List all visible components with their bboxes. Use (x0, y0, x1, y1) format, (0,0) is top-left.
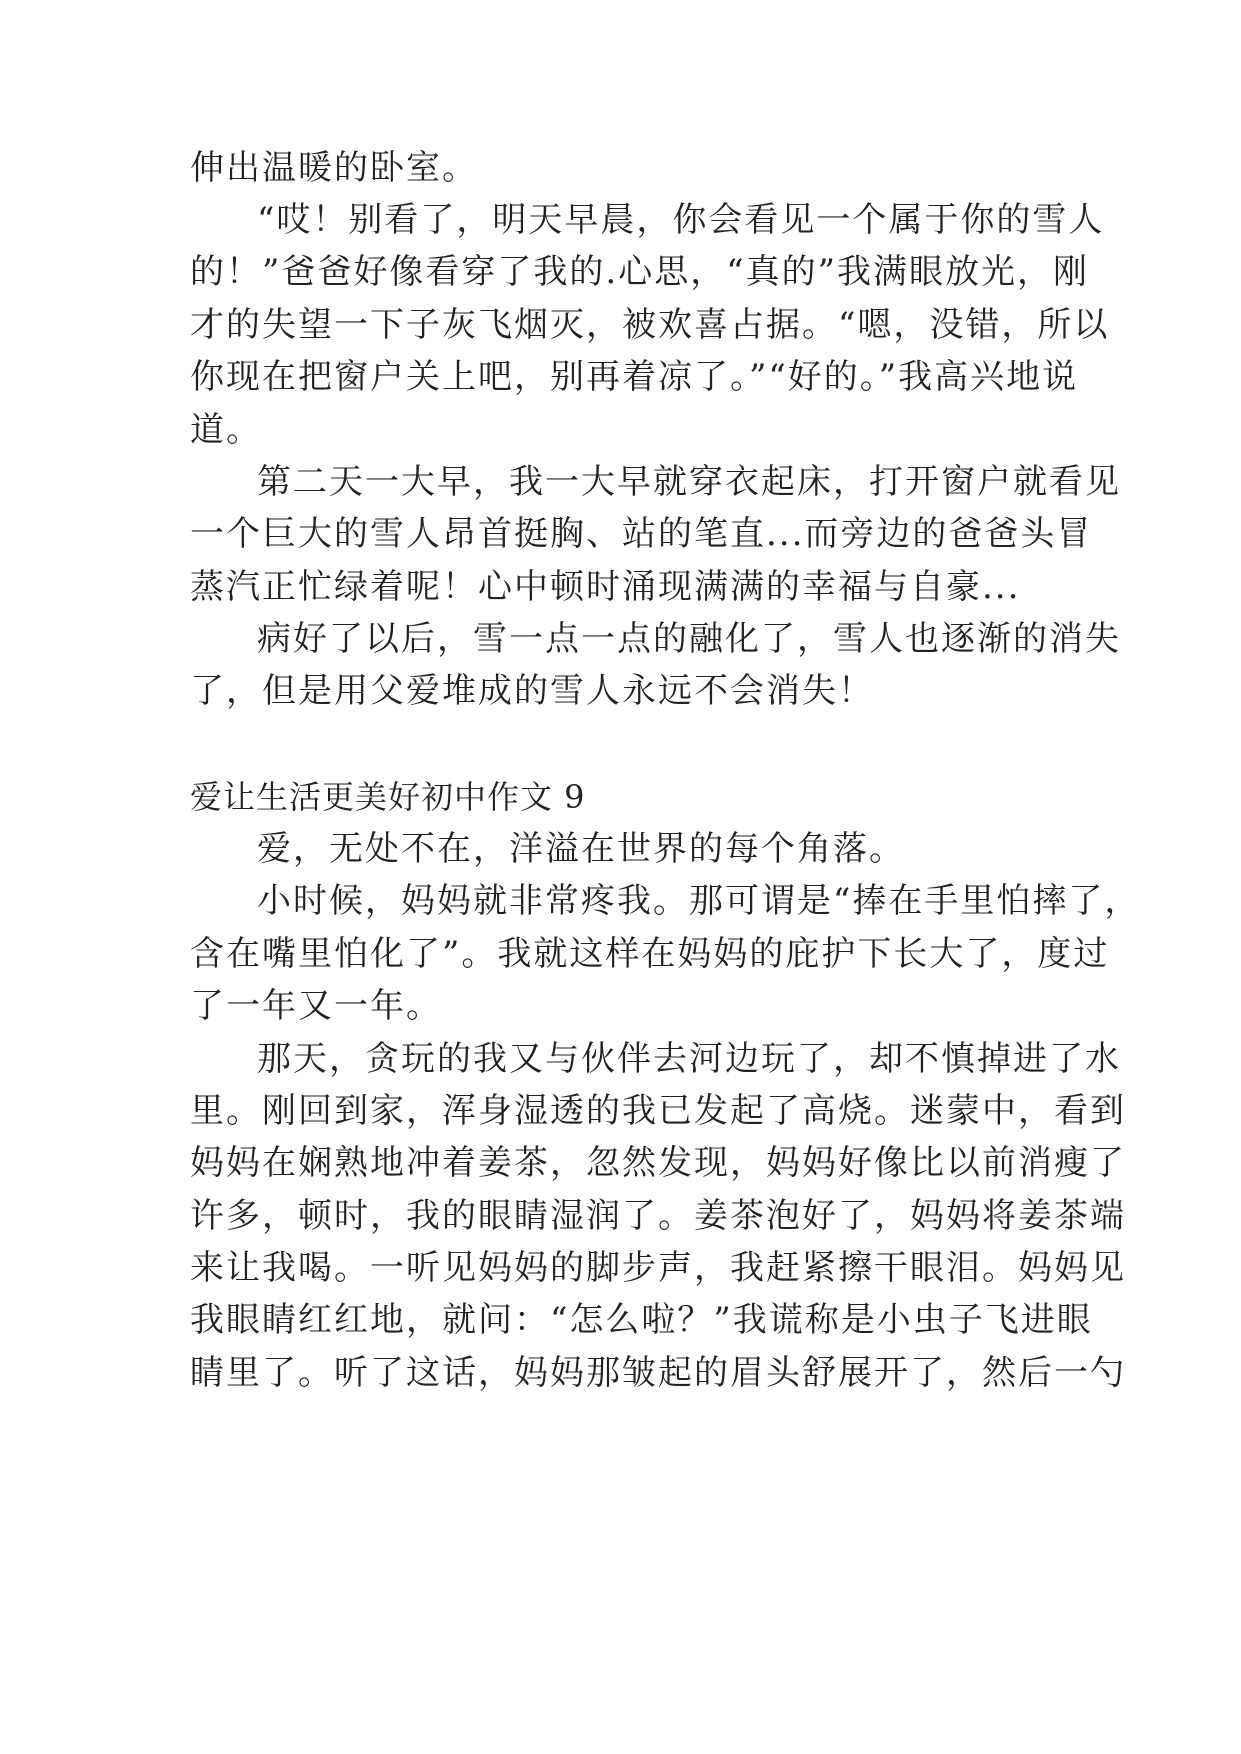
text-line: 我眼睛红红地，就问：“怎么啦？”我谎称是小虫子飞进眼 (190, 1300, 1093, 1340)
text-line: 爱，无处不在，洋溢在世界的每个角落。 (257, 829, 905, 869)
text-line: 那天，贪玩的我又与伙伴去河边玩了，却不慎掉进了水 (257, 1039, 1121, 1079)
text-line: 小时候，妈妈就非常疼我。那可谓是“捧在手里怕摔了， (257, 881, 1141, 921)
text-line: 妈妈在娴熟地冲着姜茶，忽然发现，妈妈好像比以前消瘦了 (190, 1143, 1126, 1183)
text-line: 一个巨大的雪人昂首挺胸、站的笔直...而旁边的爸爸头冒 (190, 514, 1093, 554)
text-line: “哎！别看了，明天早晨，你会看见一个属于你的雪人 (257, 200, 1105, 240)
section-heading: 爱让生活更美好初中作文 9 (190, 778, 586, 816)
text-line: 的！”爸爸好像看穿了我的.心思，“真的”我满眼放光，刚 (190, 252, 1089, 292)
text-line: 了一年又一年。 (190, 986, 442, 1026)
text-line: 许多，顿时，我的眼睛湿润了。姜茶泡好了，妈妈将姜茶端 (190, 1196, 1126, 1236)
text-line: 了，但是用父爱堆成的雪人永远不会消失！ (190, 671, 874, 711)
text-line: 蒸汽正忙绿着呢！心中顿时涌现满满的幸福与自豪... (190, 567, 1021, 607)
text-line: 含在嘴里怕化了”。我就这样在妈妈的庇护下长大了，度过 (190, 934, 1110, 974)
text-line: 里。刚回到家，浑身湿透的我已发起了高烧。迷蒙中，看到 (190, 1091, 1126, 1131)
text-line: 你现在把窗户关上吧，别再着凉了。”“好的。”我高兴地说 (190, 357, 1079, 397)
text-line: 才的失望一下子灰飞烟灭，被欢喜占据。“嗯，没错，所以 (190, 305, 1110, 345)
text-line: 伸出温暖的卧室。 (190, 148, 478, 188)
text-line: 病好了以后，雪一点一点的融化了，雪人也逐渐的消失 (257, 619, 1121, 659)
text-line: 道。 (190, 410, 262, 450)
text-line: 第二天一大早，我一大早就穿衣起床，打开窗户就看见 (257, 462, 1121, 502)
text-line: 来让我喝。一听见妈妈的脚步声，我赶紧擦干眼泪。妈妈见 (190, 1248, 1126, 1288)
text-line: 睛里了。听了这话，妈妈那皱起的眉头舒展开了，然后一勺 (190, 1353, 1126, 1393)
